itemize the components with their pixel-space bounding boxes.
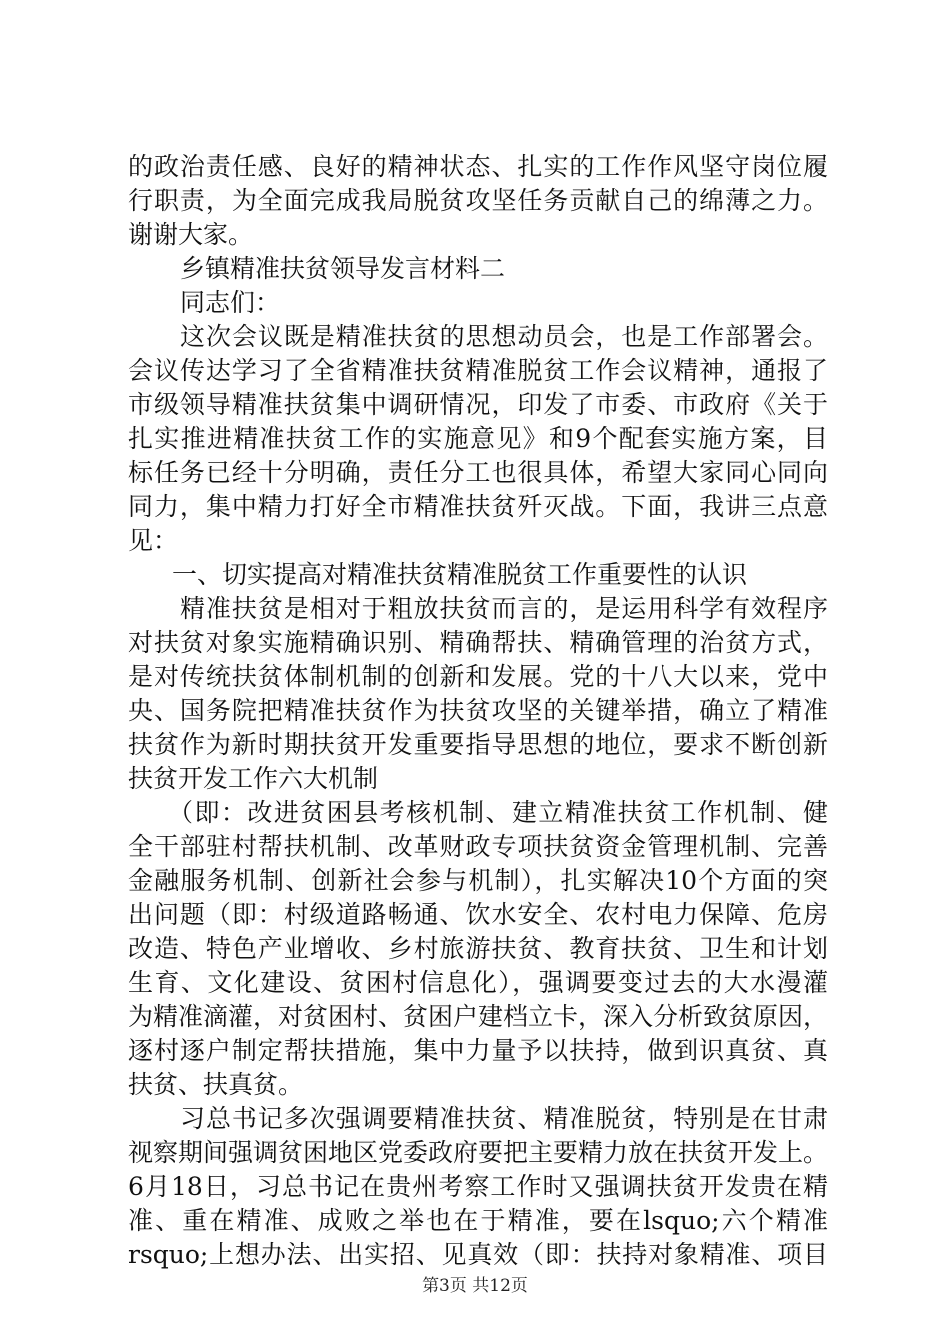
text-line: 生育、文化建设、贫困村信息化），强调要变过去的大水漫灌 <box>128 968 828 997</box>
text-line: 逐村逐户制定帮扶措施，集中力量予以扶持，做到识真贫、真 <box>128 1036 828 1065</box>
text-line: 全干部驻村帮扶机制、改革财政专项扶贫资金管理机制、完善 <box>128 832 828 861</box>
text-line: 这次会议既是精准扶贫的思想动员会，也是工作部署会。 <box>180 322 828 351</box>
text-line: 为精准滴灌，对贫困村、贫困户建档立卡，深入分析致贫原因， <box>128 1002 829 1031</box>
text-line: 扶贫、扶真贫。 <box>128 1070 304 1099</box>
text-line: （即：改进贫困县考核机制、建立精准扶贫工作机制、健 <box>168 798 828 827</box>
text-line: 扎实推进精准扶贫工作的实施意见》和9个配套实施方案，目 <box>128 424 828 453</box>
text-line: 改造、特色产业增收、乡村旅游扶贫、教育扶贫、卫生和计划 <box>128 934 828 963</box>
text-line: 金融服务机制、创新社会参与机制），扎实解决10个方面的突 <box>128 866 828 895</box>
text-line: 6月18日，习总书记在贵州考察工作时又强调扶贫开发贵在精 <box>128 1172 828 1201</box>
text-line: 标任务已经十分明确，责任分工也很具体，希望大家同心同向 <box>128 458 828 487</box>
text-line: 是对传统扶贫体制机制的创新和发展。党的十八大以来，党中 <box>128 662 828 691</box>
text-line: 准、重在精准、成败之举也在于精准，要在lsquo;六个精准 <box>128 1206 828 1235</box>
text-line: 对扶贫对象实施精确识别、精确帮扶、精确管理的治贫方式， <box>128 628 828 657</box>
text-line: 视察期间强调贫困地区党委政府要把主要精力放在扶贫开发上。 <box>128 1138 829 1167</box>
text-line: 精准扶贫是相对于粗放扶贫而言的，是运用科学有效程序 <box>180 594 828 623</box>
text-line: 扶贫作为新时期扶贫开发重要指导思想的地位，要求不断创新 <box>128 730 828 759</box>
body-text <box>128 150 828 1272</box>
text-line: 习总书记多次强调要精准扶贫、精准脱贫，特别是在甘肃 <box>180 1104 828 1133</box>
text-line: 谢谢大家。 <box>128 220 254 249</box>
text-line: 会议传达学习了全省精准扶贫精准脱贫工作会议精神，通报了 <box>128 356 828 385</box>
text-line: 扶贫开发工作六大机制 <box>128 764 379 793</box>
text-line: 央、国务院把精准扶贫作为扶贫攻坚的关键举措，确立了精准 <box>128 696 828 725</box>
page-footer: 第3页 共12页 <box>422 1276 528 1296</box>
text-line: 行职责，为全面完成我局脱贫攻坚任务贡献自己的绵薄之力。 <box>128 186 828 215</box>
section-heading: 一、切实提高对精准扶贫精准脱贫工作重要性的认识 <box>172 560 748 589</box>
section-title: 乡镇精准扶贫领导发言材料二 <box>180 254 506 283</box>
text-line: 市级领导精准扶贫集中调研情况，印发了市委、市政府《关于 <box>128 390 828 419</box>
text-line: 同力，集中精力打好全市精准扶贫歼灭战。下面，我讲三点意 <box>128 492 828 521</box>
text-line: 的政治责任感、良好的精神状态、扎实的工作作风坚守岗位履 <box>128 152 828 181</box>
text-line: rsquo;上想办法、出实招、见真效（即：扶持对象精准、项目 <box>128 1240 828 1269</box>
salutation: 同志们： <box>180 288 281 317</box>
text-line: 见： <box>128 526 179 555</box>
text-line: 出问题（即：村级道路畅通、饮水安全、农村电力保障、危房 <box>128 900 828 929</box>
